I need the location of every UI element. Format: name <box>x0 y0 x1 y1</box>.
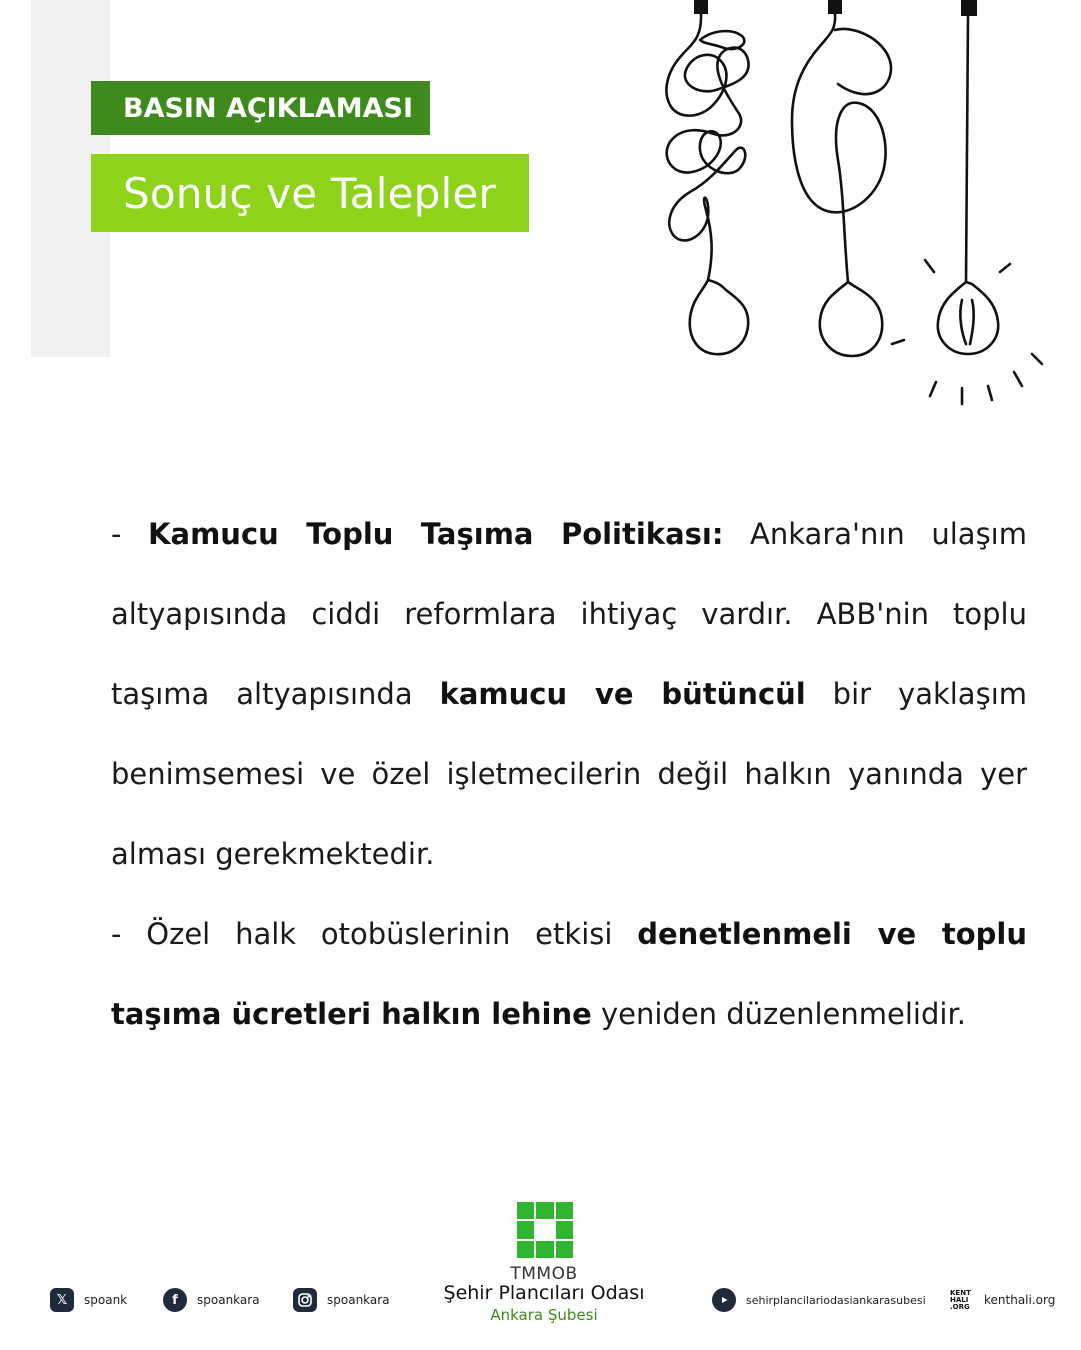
x-social[interactable] <box>50 1288 127 1312</box>
page-title: Sonuç ve Talepler <box>123 168 496 218</box>
paragraph-1 <box>111 494 1027 894</box>
spo-logo-icon <box>517 1202 573 1258</box>
instagram-icon <box>293 1288 317 1312</box>
p1-text-2: bir yaklaşım benimsemesi ve özel işletmecilerin değil halkın yanında yer alması gerekmektedir. <box>111 677 1027 871</box>
p2-text-1: - Özel halk otobüslerinin etkisi <box>111 917 638 951</box>
press-release-label: BASIN AÇIKLAMASI <box>123 92 413 124</box>
p1-dash: - <box>111 517 149 551</box>
youtube-social[interactable] <box>712 1288 926 1312</box>
hanging-bulbs-illustration <box>640 0 1081 420</box>
bulb-1-icon <box>666 0 748 354</box>
facebook-social[interactable] <box>163 1288 260 1312</box>
kenthali-logo-icon: KENT HALI .ORG <box>950 1288 971 1311</box>
instagram-handle: spoankara <box>327 1293 390 1307</box>
bulb-3-icon <box>892 0 1042 404</box>
statement-body <box>111 494 1027 1054</box>
org-logo-text <box>430 1264 658 1324</box>
p1-text-1: Ankara'nın ulaşım altyapısında ciddi reformlara ihtiyaç vardır. ABB'nin toplu taşıma altyapısında <box>111 517 1027 711</box>
title-banner <box>91 154 529 232</box>
facebook-handle: spoankara <box>197 1293 260 1307</box>
org-line-3: Ankara Şubesi <box>490 1306 598 1324</box>
p2-bold-1: denetlenmeli ve toplu taşıma ücretleri halkın lehine <box>111 917 1027 1031</box>
youtube-icon <box>712 1288 736 1312</box>
website-link[interactable] <box>950 1288 1055 1312</box>
website-text: kenthali.org <box>984 1293 1056 1307</box>
x-icon: 𝕏 <box>50 1288 74 1312</box>
bulb-2-icon <box>792 0 891 356</box>
p1-bold-2: kamucu ve bütüncül <box>439 677 806 711</box>
p1-bold-heading: Kamucu Toplu Taşıma Politikası: <box>148 517 724 551</box>
footer <box>0 1190 1081 1350</box>
org-line-2: Şehir Plancıları Odası <box>443 1282 645 1304</box>
instagram-social[interactable] <box>293 1288 390 1312</box>
youtube-handle: sehirplancilariodasiankarasubesi <box>746 1293 926 1307</box>
x-handle: spoank <box>84 1293 128 1307</box>
org-line-1: TMMOB <box>510 1264 578 1284</box>
paragraph-2 <box>111 894 1027 1054</box>
press-release-badge <box>91 81 430 135</box>
facebook-icon: f <box>163 1288 187 1312</box>
p2-text-2: yeniden düzenlenmelidir. <box>591 997 966 1031</box>
